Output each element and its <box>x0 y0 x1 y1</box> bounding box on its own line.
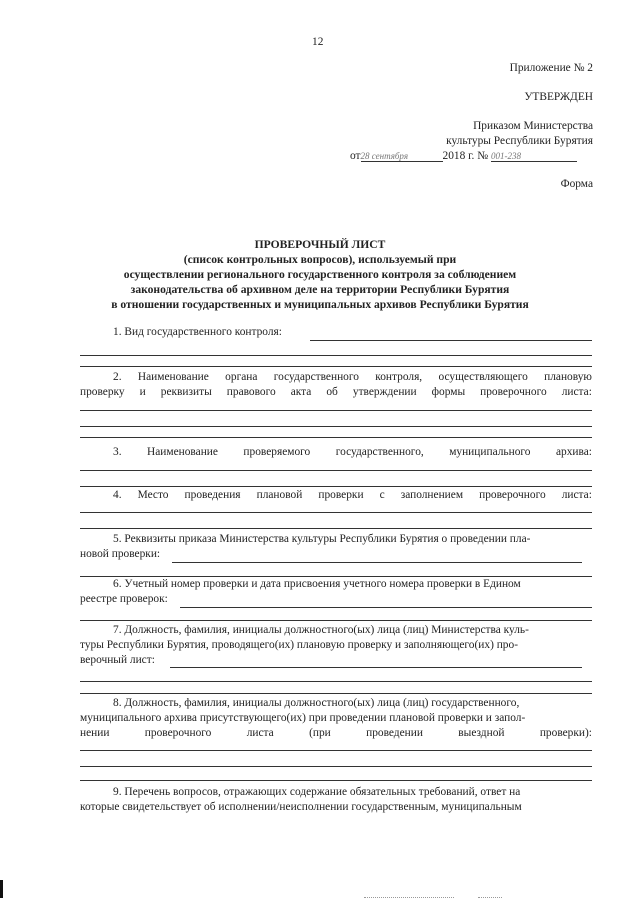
approved-label: УТВЕРЖДЕН <box>524 91 593 103</box>
item-8-line-3: нении проверочного листа (при проведении выездной проверки): <box>80 727 592 739</box>
order-number-handwritten: 001-238 <box>491 151 577 162</box>
item-7-extra-line <box>80 693 592 694</box>
scan-bottom-artifact <box>364 897 454 898</box>
item-3-extra-line <box>80 486 592 487</box>
page-number: 12 <box>312 36 324 48</box>
item-2-fill-line <box>80 410 592 411</box>
item-6-line-1: 6. Учетный номер проверки и дата присвоения учетного номера проверки в Едином <box>113 578 521 590</box>
item-6-fill-line <box>180 607 592 608</box>
item-9-line-2: которые свидетельствует об исполнении/неисполнении государственным, муниципальным <box>80 801 522 813</box>
form-label: Форма <box>560 178 593 190</box>
item-2-fill-line <box>80 426 592 427</box>
item-2-line-1: 2. Наименование органа государственного контроля, осуществляющего плановую <box>113 371 592 383</box>
order-date-line <box>350 150 577 162</box>
title-line-4: законодательства об архивном деле на территории Республики Бурятия <box>130 283 510 296</box>
title-line-3: осуществлении регионального государственного контроля за соблюдением <box>123 268 517 281</box>
item-7-fill-line <box>170 667 582 668</box>
title-line-5: в отношении государственных и муниципальных архивов Республики Бурятия <box>111 298 529 311</box>
item-7-line-1: 7. Должность, фамилия, инициалы должностного(ых) лица (лиц) Министерства куль- <box>113 624 529 636</box>
item-4-extra-line <box>80 528 592 529</box>
order-line-1: Приказом Министерства <box>473 120 593 132</box>
order-year: 2018 г. № <box>442 150 489 162</box>
item-6-line-2: реестре проверок: <box>80 593 168 605</box>
item-8-fill-line <box>80 766 592 767</box>
item-5-extra-line <box>80 576 592 577</box>
item-1-extra-line <box>80 355 592 356</box>
order-date-prefix: от <box>350 150 361 162</box>
item-5-line-1: 5. Реквизиты приказа Министерства культуры Республики Бурятия о проведении пла- <box>113 533 531 545</box>
item-3-fill-line <box>80 470 592 471</box>
item-2-extra-line <box>80 437 592 438</box>
item-4-fill-line <box>80 512 592 513</box>
title-line-2: (список контрольных вопросов), используемый при <box>183 253 457 266</box>
item-7-extra-line <box>80 681 592 682</box>
title-line-1: ПРОВЕРОЧНЫЙ ЛИСТ <box>254 238 386 251</box>
item-2-line-2: проверку и реквизиты правового акта об утверждении формы проверочного листа: <box>80 386 592 398</box>
scan-edge-mark <box>0 880 3 898</box>
item-9-line-1: 9. Перечень вопросов, отражающих содержание обязательных требований, ответ на <box>113 786 521 798</box>
order-date-handwritten: 28 сентября <box>361 151 443 162</box>
item-7-line-2: туры Республики Бурятия, проводящего(их) плановую проверку и заполняющего(их) про- <box>80 639 518 651</box>
item-4-line-1: 4. Место проведения плановой проверки с заполнением проверочного листа: <box>113 489 592 501</box>
item-6-extra-line <box>80 620 592 621</box>
scan-bottom-artifact <box>478 897 502 898</box>
item-3-line-1: 3. Наименование проверяемого государственного, муниципального архива: <box>113 446 592 458</box>
item-8-fill-line <box>80 750 592 751</box>
item-1-label: 1. Вид государственного контроля: <box>113 326 282 338</box>
appendix-label: Приложение № 2 <box>509 62 593 74</box>
item-5-fill-line <box>172 562 582 563</box>
item-8-line-1: 8. Должность, фамилия, инициалы должностного(ых) лица (лиц) государственного, <box>113 697 520 709</box>
item-1-extra-line <box>80 366 592 367</box>
item-5-line-2: новой проверки: <box>80 548 161 560</box>
item-7-line-3: верочный лист: <box>80 654 155 666</box>
item-1-fill-line <box>310 340 592 341</box>
order-line-2: культуры Республики Бурятия <box>446 135 593 147</box>
item-8-extra-line <box>80 780 592 781</box>
item-8-line-2: муниципального архива присутствующего(их) при проведении плановой проверки и запол- <box>80 712 526 724</box>
